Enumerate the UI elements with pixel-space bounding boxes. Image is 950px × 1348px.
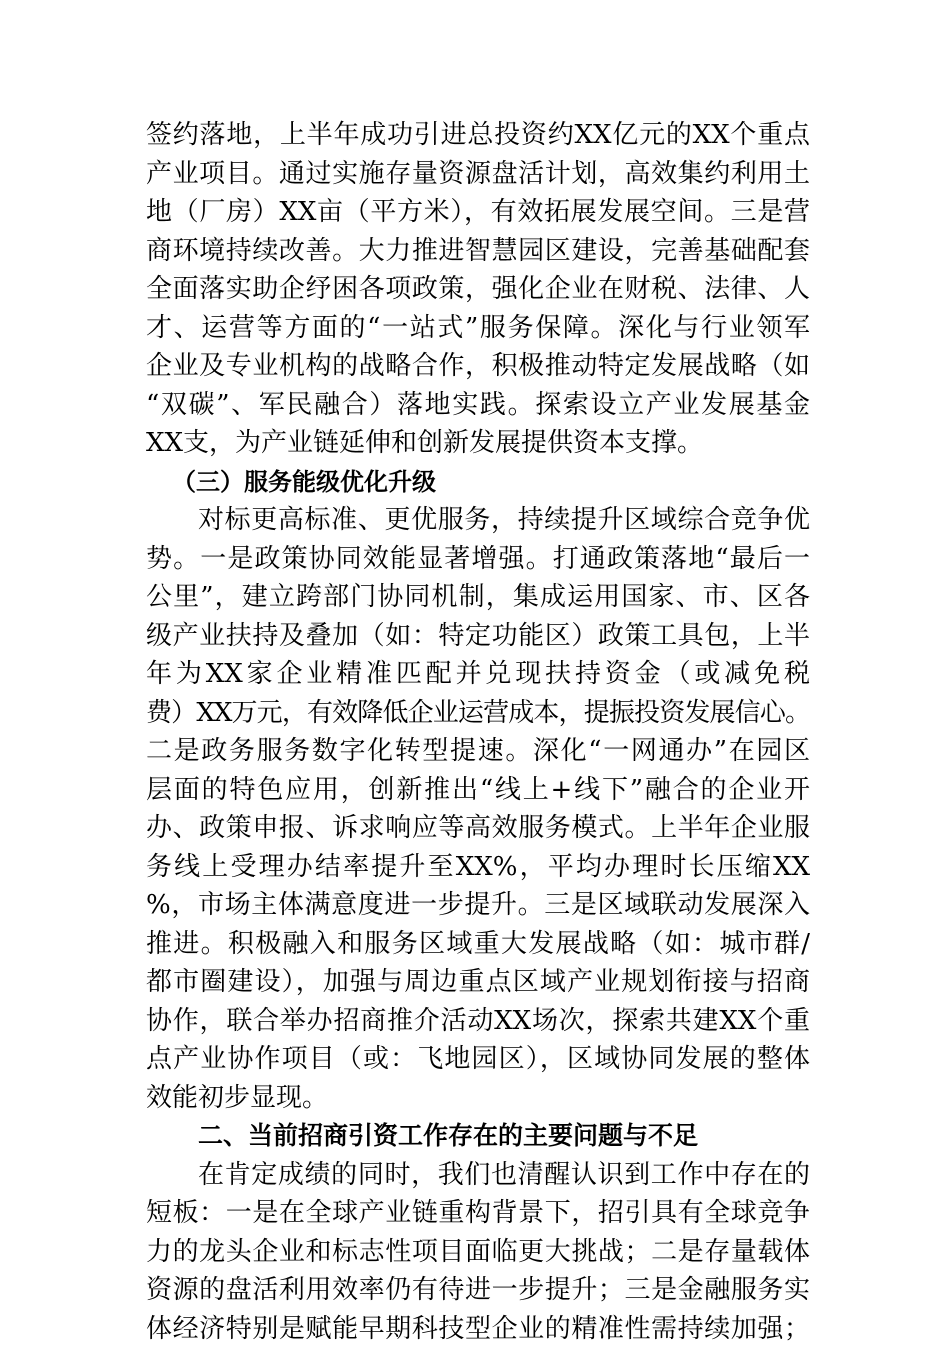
paragraph-line: 才、运营等方面的“一站式”服务保障。深化与行业领军	[146, 309, 810, 348]
paragraph-line: 年为XX家企业精准匹配并兑现扶持资金（或减免税	[146, 655, 810, 694]
paragraph-line: XX支，为产业链延伸和创新发展提供资本支撑。	[146, 424, 810, 463]
paragraph-line: 推进。积极融入和服务区域重大发展战略（如：城市群/	[146, 925, 810, 964]
paragraph-line: 办、政策申报、诉求响应等高效服务模式。上半年企业服	[146, 809, 810, 848]
paragraph-line: 签约落地，上半年成功引进总投资约XX亿元的XX个重点	[146, 116, 810, 155]
paragraph-line: 二是政务服务数字化转型提速。深化“一网通办”在园区	[146, 732, 810, 771]
paragraph-line: 力的龙头企业和标志性项目面临更大挑战；二是存量载体	[146, 1233, 810, 1272]
paragraph-line: 商环境持续改善。大力推进智慧园区建设，完善基础配套	[146, 232, 810, 271]
paragraph-line: “双碳”、军民融合）落地实践。探索设立产业发展基金	[146, 386, 810, 425]
paragraph-line: 费）XX万元，有效降低企业运营成本，提振投资发展信心。	[146, 694, 810, 733]
paragraph-line: 务线上受理办结率提升至XX%，平均办理时长压缩XX	[146, 848, 810, 887]
paragraph-line: 地（厂房）XX亩（平方米），有效拓展发展空间。三是营	[146, 193, 810, 232]
paragraph-line: 级产业扶持及叠加（如：特定功能区）政策工具包，上半	[146, 617, 810, 656]
paragraph-line: 体经济特别是赋能早期科技型企业的精准性需持续加强；	[146, 1310, 810, 1348]
paragraph-line: 协作，联合举办招商推介活动XX场次，探索共建XX个重	[146, 1002, 810, 1041]
paragraph-line: 资源的盘活利用效率仍有待进一步提升；三是金融服务实	[146, 1271, 810, 1310]
paragraph-line: 对标更高标准、更优服务，持续提升区域综合竞争优	[146, 501, 810, 540]
paragraph-line: 全面落实助企纾困各项政策，强化企业在财税、法律、人	[146, 270, 810, 309]
paragraph-line: 公里”，建立跨部门协同机制，集成运用国家、市、区各	[146, 578, 810, 617]
paragraph-line: %，市场主体满意度进一步提升。三是区域联动发展深入	[146, 886, 810, 925]
paragraph-line: 产业项目。通过实施存量资源盘活计划，高效集约利用土	[146, 155, 810, 194]
paragraph-line: 都市圈建设），加强与周边重点区域产业规划衔接与招商	[146, 963, 810, 1002]
section-heading-3: （三）服务能级优化升级	[146, 463, 810, 502]
paragraph-line: 在肯定成绩的同时，我们也清醒认识到工作中存在的	[146, 1156, 810, 1195]
paragraph-line: 效能初步显现。	[146, 1079, 810, 1118]
document-body	[146, 116, 810, 1348]
paragraph-line: 企业及专业机构的战略合作，积极推动特定发展战略（如	[146, 347, 810, 386]
section-heading-2: 二、当前招商引资工作存在的主要问题与不足	[146, 1117, 810, 1156]
paragraph-line: 层面的特色应用，创新推出“线上+线下”融合的企业开	[146, 771, 810, 810]
paragraph-line: 短板：一是在全球产业链重构背景下，招引具有全球竞争	[146, 1194, 810, 1233]
paragraph-line: 势。一是政策协同效能显著增强。打通政策落地“最后一	[146, 540, 810, 579]
paragraph-line: 点产业协作项目（或：飞地园区），区域协同发展的整体	[146, 1040, 810, 1079]
